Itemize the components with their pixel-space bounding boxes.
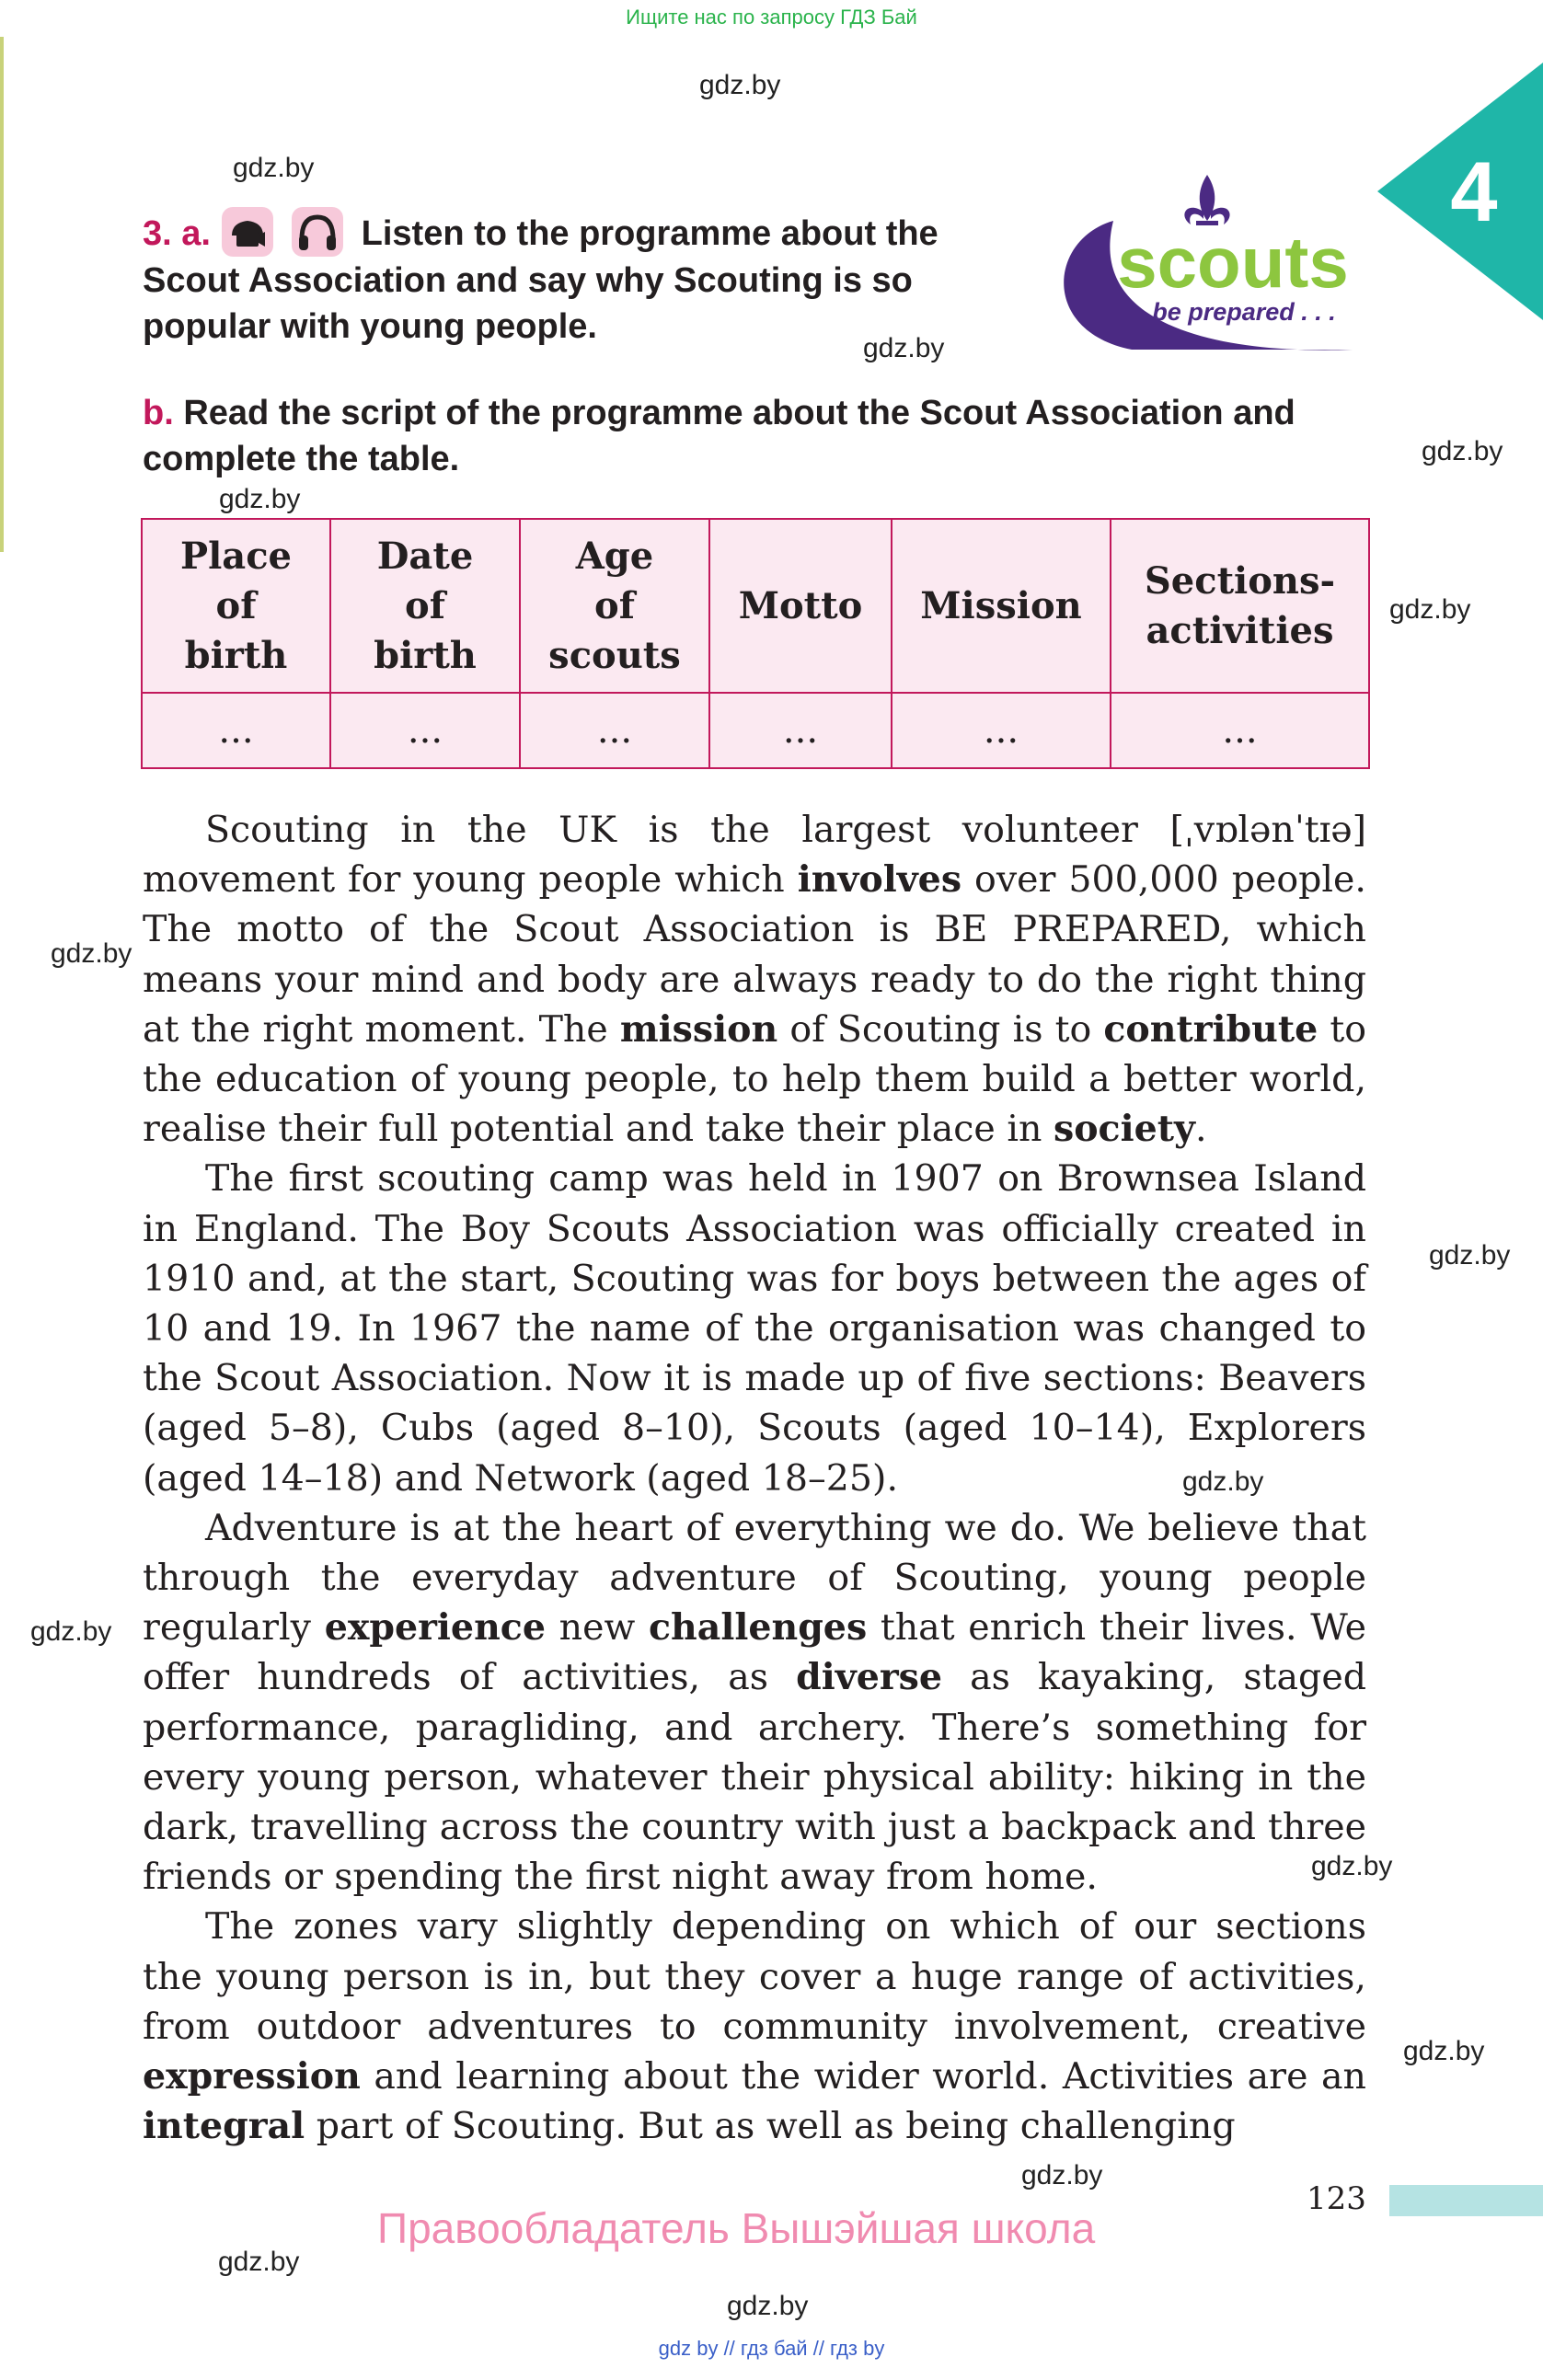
- header-date-of-birth: Date of birth: [330, 519, 520, 693]
- watermark: gdz.by: [1389, 594, 1471, 625]
- watermark: gdz.by: [30, 1616, 112, 1647]
- bottom-links[interactable]: gdz by // гдз бай // гдз by: [658, 2337, 885, 2360]
- header-place-of-birth: Place of birth: [142, 519, 330, 693]
- task-3a: [143, 206, 1017, 350]
- watermark: gdz.by: [1403, 2036, 1485, 2066]
- table-cell: ...: [142, 693, 330, 768]
- table-cell: ...: [892, 693, 1111, 768]
- table-cell: ...: [330, 693, 520, 768]
- watermark: gdz.by: [1429, 1240, 1511, 1270]
- task-letter: b.: [143, 394, 174, 432]
- task-3b: [143, 390, 1376, 482]
- logo-word: scouts: [1117, 222, 1349, 303]
- unit-badge: [1377, 63, 1543, 320]
- watermark: gdz.by: [219, 484, 301, 514]
- table-header-row: [142, 519, 1369, 693]
- watermark: gdz.by: [51, 938, 132, 969]
- scout-info-table: [141, 518, 1370, 769]
- watermark: gdz.by: [233, 153, 315, 183]
- table-cell: ...: [520, 693, 709, 768]
- page-number-bar: [1389, 2185, 1543, 2216]
- scouts-logo: [1049, 166, 1371, 368]
- watermark: gdz.by: [218, 2247, 300, 2277]
- unit-number: 4: [1450, 145, 1498, 239]
- header-age-of-scouts: Age of scouts: [520, 519, 709, 693]
- watermark: gdz.by: [863, 333, 945, 363]
- watermark: gdz.by: [727, 2291, 809, 2321]
- copyright-holder: Правообладатель Вышэйшая школа: [377, 2204, 1096, 2252]
- logo-tagline: be prepared . . .: [1152, 298, 1336, 326]
- fleur-de-lis-icon: [1184, 175, 1229, 225]
- headphones-icon: [291, 206, 344, 258]
- top-search-note: Ищите нас по запросу ГДЗ Бай: [626, 6, 917, 29]
- table-cell: ...: [709, 693, 892, 768]
- watermark: gdz.by: [1021, 2160, 1103, 2190]
- watermark: gdz.by: [1182, 1466, 1264, 1497]
- unit-badge-shape: [1377, 63, 1543, 320]
- script-text: [143, 805, 1366, 2151]
- paragraph: The first scouting camp was held in 1907 on Brownsea Island in England. The Boy Scouts Association was officially created in 1910 and, at the start, Scouting was for boys between the ages of 10 and 19. In 1967 the name of the organisation was changed to the Scout Association. Now it is made up of five sections: Beavers (aged 5–8), Cubs (aged 8–10), Scouts (aged 10–14), Explorers (aged 14–18) and Network (aged 18–25).: [143, 1157, 1366, 1500]
- header-motto: Motto: [709, 519, 892, 693]
- task-letter: a.: [181, 214, 211, 253]
- task-3b-text: Read the script of the programme about the Scout Association and complete the table.: [143, 394, 1295, 478]
- left-margin-bar: [0, 37, 4, 552]
- paragraph: The zones vary slightly depending on which of our sections the young person is in, but they cover a huge range of activities, from outdoor adventures to community involvement, creative expression and learning about the wider world. Activities are an integral part of Scouting. But as well as being challenging: [143, 1905, 1366, 2148]
- watermark: gdz.by: [1311, 1851, 1393, 1881]
- header-mission: Mission: [892, 519, 1111, 693]
- watermark: gdz.by: [699, 70, 781, 100]
- table-cell: ...: [1111, 693, 1369, 768]
- watermark: gdz.by: [1422, 436, 1503, 466]
- task-3a-text: Listen to the programme about the Scout Association and say why Scouting is so popular with young people.: [143, 214, 938, 346]
- page-number: 123: [1307, 2180, 1366, 2217]
- paragraph: Adventure is at the heart of everything we do. We believe that through the everyday adventure of Scouting, young people regularly experience new challenges that enrich their lives. We offer hundreds of activities, as diverse as kayaking, staged performance, paragliding, and archery. There’s something for every young person, whatever their physical ability: hiking in the dark, travelling across the country with just a backpack and three friends or spending the first night away from home.: [143, 1506, 1367, 1899]
- video-icon: [221, 206, 274, 258]
- header-sections-activities: Sections- activities: [1111, 519, 1369, 693]
- table-row: [142, 693, 1369, 768]
- task-number: 3.: [143, 214, 172, 253]
- paragraph: Scouting in the UK is the largest volunteer [ˌvɒlənˈtɪə] movement for young people which involves over 500,000 people. The motto of the Scout Association is BE PREPARED, which means your mind and body are always ready to do the right thing at the right moment. The mission of Scouting is to contribute to the education of young people, to help them build a better world, realise their full potential and take their place in society.: [143, 809, 1367, 1151]
